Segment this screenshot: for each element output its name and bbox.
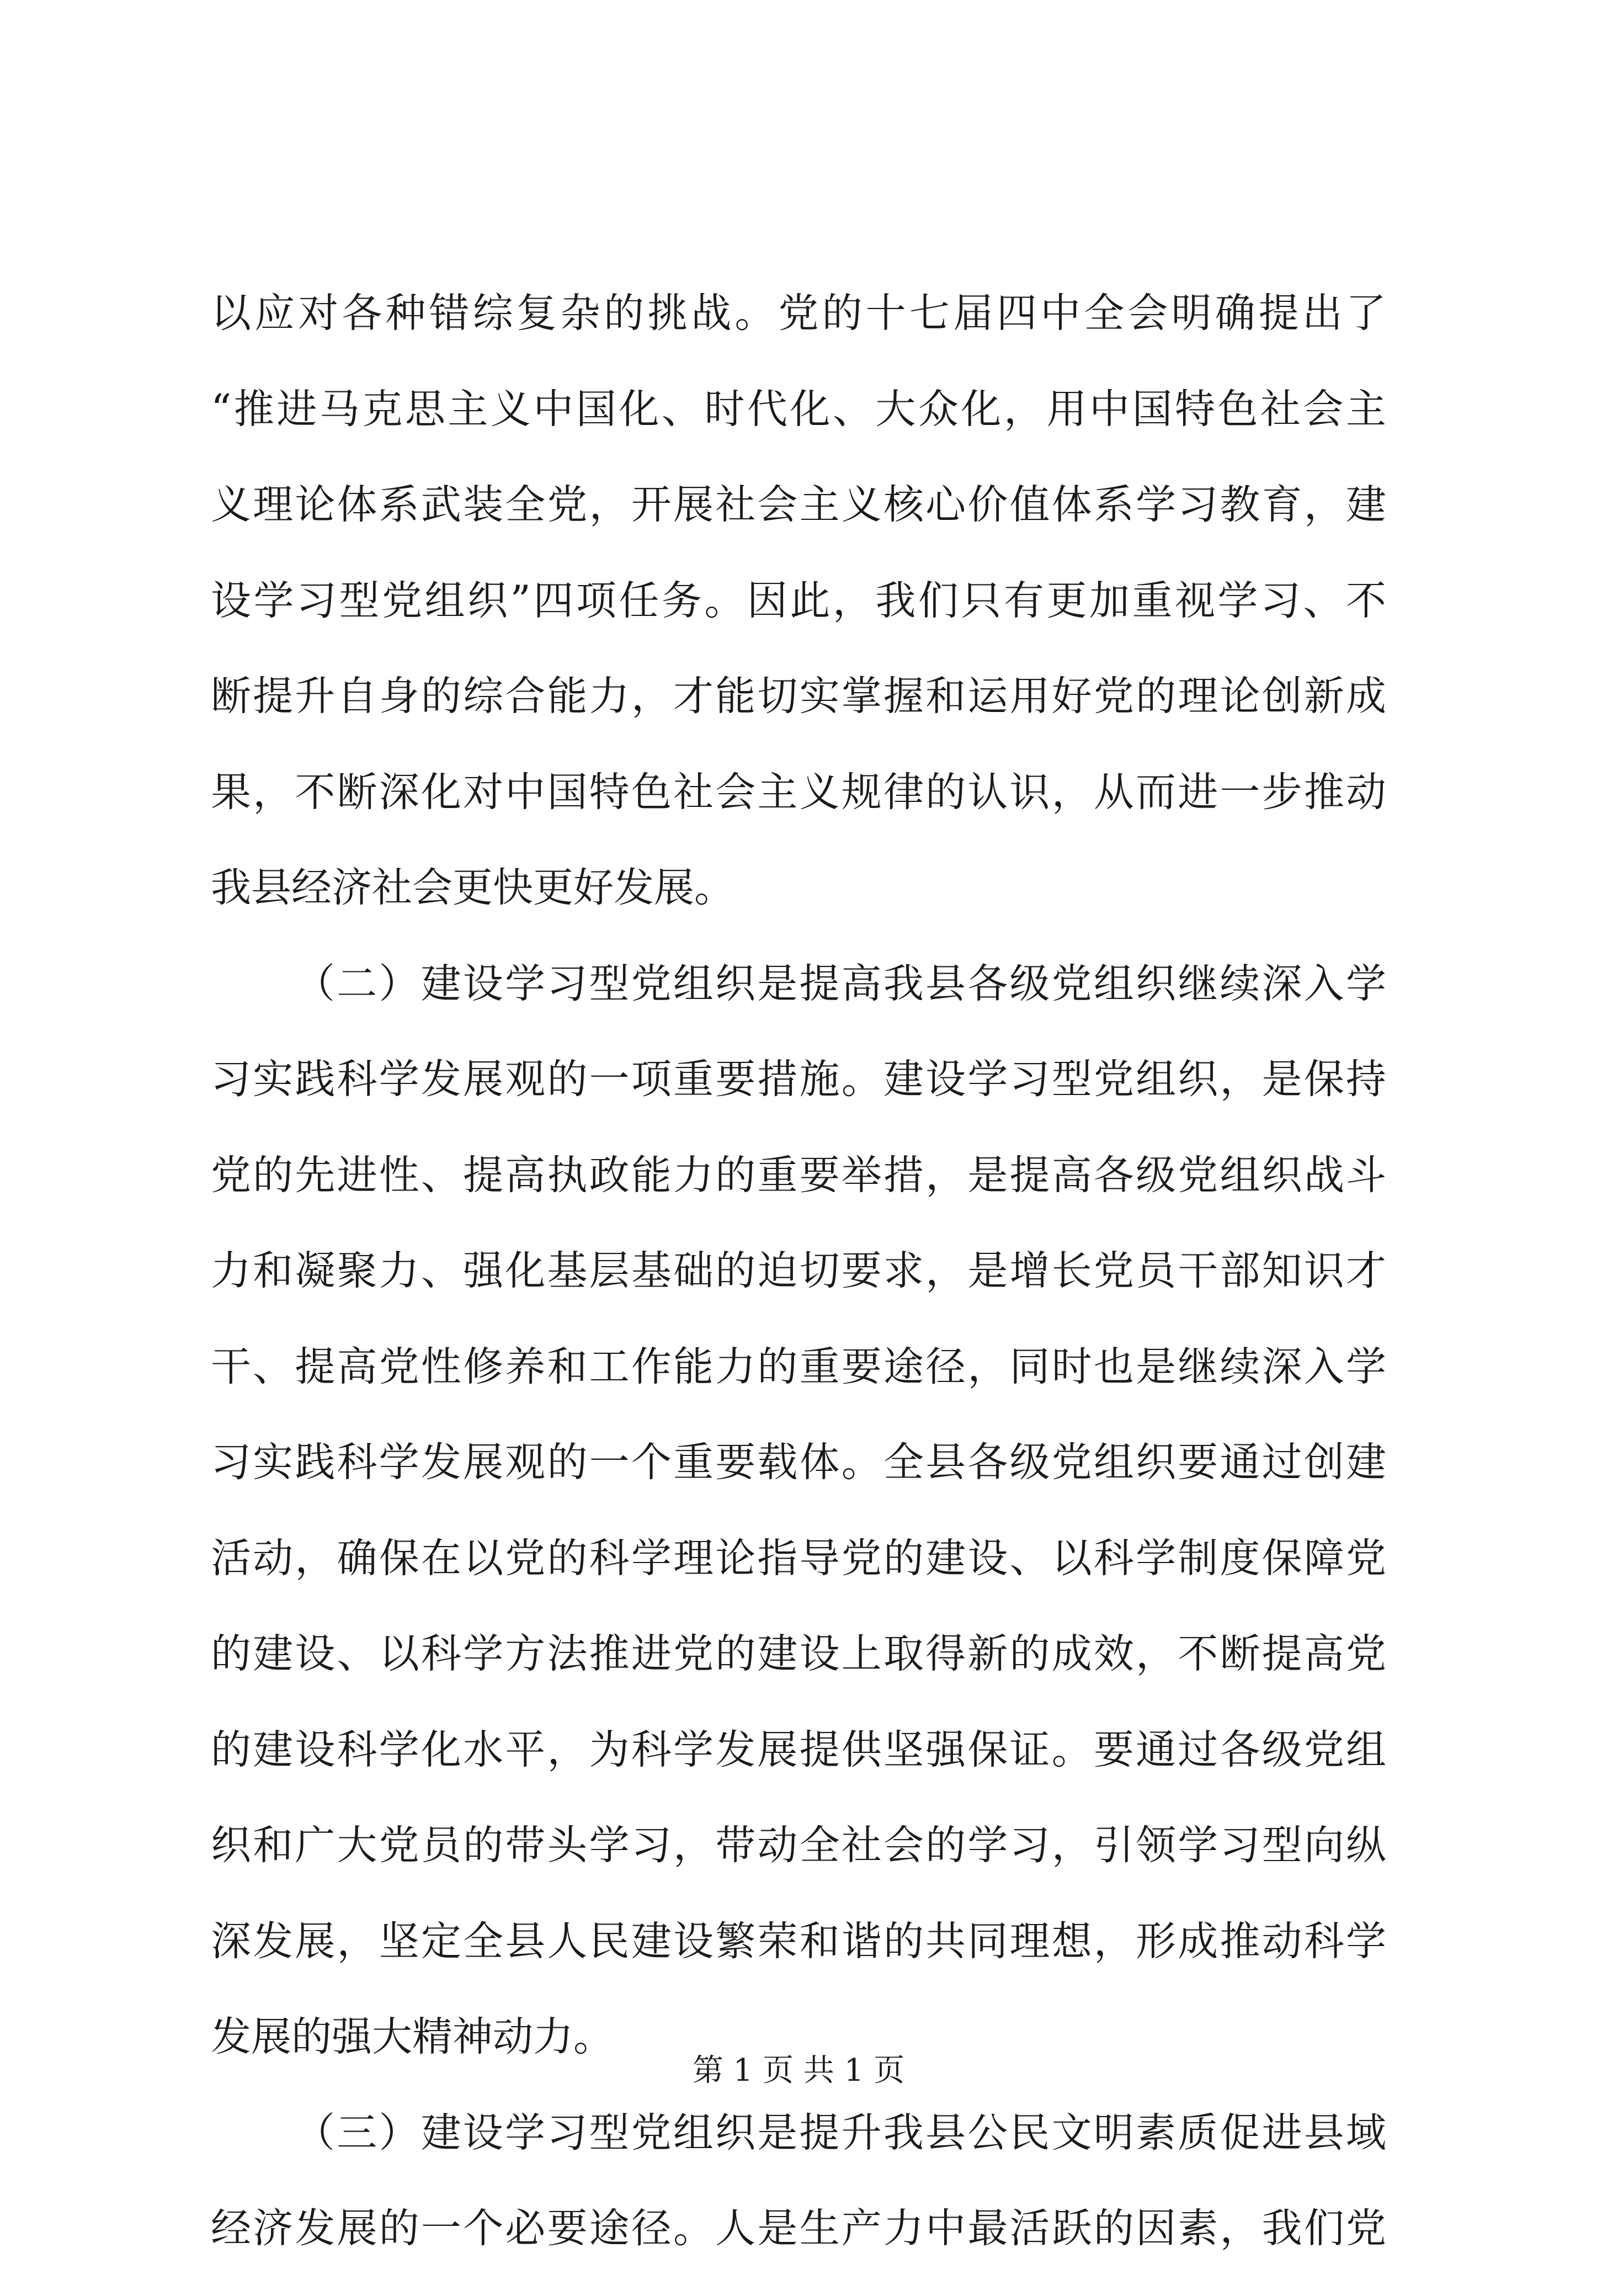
text-line: 活动，确保在以党的科学理论指导党的建设、以科学制度保障党 — [211, 1534, 1386, 1582]
text-line: 力和凝聚力、强化基层基础的迫切要求，是增长党员干部知识才 — [211, 1247, 1386, 1294]
text-line: 果，不断深化对中国特色社会主义规律的认识，从而进一步推动 — [211, 768, 1386, 816]
text-line: 我县经济社会更快更好发展。 — [211, 864, 734, 911]
text-line: 习实践科学发展观的一项重要措施。建设学习型党组织，是保持 — [211, 1056, 1386, 1103]
text-line: 义理论体系武装全党，开展社会主义核心价值体系学习教育，建 — [211, 481, 1386, 528]
text-line: 设学习型党组织”四项任务。因此，我们只有更加重视学习、不 — [211, 577, 1386, 624]
text-line: 以应对各种错综复杂的挑战。党的十七届四中全会明确提出了 — [211, 290, 1386, 337]
document-body — [211, 285, 1386, 2296]
text-line: 断提升自身的综合能力，才能切实掌握和运用好党的理论创新成 — [211, 673, 1386, 720]
text-line: 织和广大党员的带头学习，带动全社会的学习，引领学习型向纵 — [211, 1822, 1386, 1869]
paragraph-heading-line: （三）建设学习型党组织是提升我县公民文明素质促进县域 — [295, 2109, 1386, 2156]
paragraph-heading-line: （二）建设学习型党组织是提高我县各级党组织继续深入学 — [295, 960, 1386, 1007]
text-line: 的建设科学化水平，为科学发展提供坚强保证。要通过各级党组 — [211, 1726, 1386, 1773]
text-line: “推进马克思主义中国化、时代化、大众化，用中国特色社会主 — [211, 385, 1386, 433]
text-line: 发展的强大精神动力。 — [211, 2013, 614, 2060]
text-line: 深发展，坚定全县人民建设繁荣和谐的共同理想，形成推动科学 — [211, 1917, 1386, 1965]
text-line: 经济发展的一个必要途径。人是生产力中最活跃的因素，我们党 — [211, 2205, 1386, 2252]
text-line: 习实践科学发展观的一个重要载体。全县各级党组织要通过创建 — [211, 1439, 1386, 1486]
text-line: 的建设、以科学方法推进党的建设上取得新的成效，不断提高党 — [211, 1630, 1386, 1677]
page-footer: 第 1 页 共 1 页 — [692, 2053, 905, 2088]
text-line: 干、提高党性修养和工作能力的重要途径，同时也是继续深入学 — [211, 1343, 1386, 1390]
text-line: 党的先进性、提高执政能力的重要举措，是提高各级党组织战斗 — [211, 1151, 1386, 1199]
